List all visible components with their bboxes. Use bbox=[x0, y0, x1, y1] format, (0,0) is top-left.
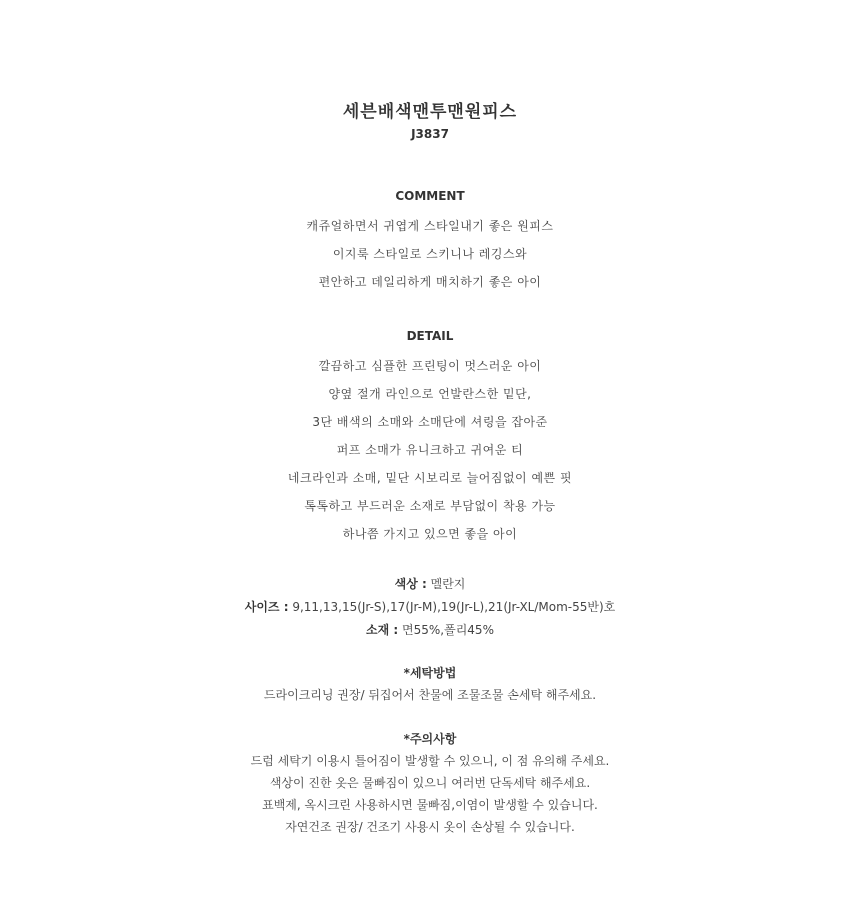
spec-color bbox=[0, 575, 860, 592]
spec-color-label: 색상 : bbox=[394, 577, 427, 591]
detail-heading: DETAIL bbox=[406, 329, 454, 343]
caution-line: 자연건조 권장/ 건조기 사용시 옷이 손상될 수 있습니다. bbox=[285, 820, 575, 834]
detail-line: 톡톡하고 부드러운 소재로 부담없이 착용 가능 bbox=[304, 499, 556, 513]
comment-heading: COMMENT bbox=[395, 189, 465, 203]
caution-line: 표백제, 옥시크린 사용하시면 물빠짐,이염이 발생할 수 있습니다. bbox=[262, 798, 598, 812]
detail-line: 네크라인과 소매, 밑단 시보리로 늘어짐없이 예쁜 핏 bbox=[287, 471, 573, 485]
comment-line: 캐쥬얼하면서 귀엽게 스타일내기 좋은 원피스 bbox=[306, 219, 554, 233]
spec-size bbox=[0, 598, 860, 615]
spec-size-label: 사이즈 : bbox=[244, 600, 289, 614]
caution-line: 드럼 세탁기 이용시 틀어짐이 발생할 수 있으니, 이 점 유의해 주세요. bbox=[250, 754, 610, 768]
product-title: 세븐배색맨투맨원피스 bbox=[342, 102, 518, 122]
washing-line: 드라이크리닝 권장/ 뒤집어서 찬물에 조물조물 손세탁 해주세요. bbox=[263, 688, 597, 702]
detail-line: 퍼프 소매가 유니크하고 귀여운 티 bbox=[336, 443, 524, 457]
spec-color-value: 멜란지 bbox=[430, 577, 466, 591]
comment-line: 편안하고 데일리하게 매치하기 좋은 아이 bbox=[318, 275, 542, 289]
spec-material-value: 면55%,폴리45% bbox=[402, 623, 494, 637]
spec-material bbox=[0, 621, 860, 638]
spec-size-value: 9,11,13,15(Jr-S),17(Jr-M),19(Jr-L),21(Jr-XL/Mom-55반)호 bbox=[292, 600, 616, 614]
washing-heading: *세탁방법 bbox=[403, 666, 457, 680]
product-code: J3837 bbox=[411, 127, 449, 141]
caution-line: 색상이 진한 옷은 물빠짐이 있으니 여러번 단독세탁 해주세요. bbox=[269, 776, 591, 790]
detail-line: 깔끔하고 심플한 프린팅이 멋스러운 아이 bbox=[318, 359, 542, 373]
detail-line: 3단 배색의 소매와 소매단에 셔링을 잡아준 bbox=[312, 415, 548, 429]
comment-line: 이지룩 스타일로 스키니나 레깅스와 bbox=[332, 247, 528, 261]
spec-material-label: 소재 : bbox=[366, 623, 399, 637]
detail-line: 하나쯤 가지고 있으면 좋을 아이 bbox=[342, 527, 518, 541]
detail-line: 양옆 절개 라인으로 언발란스한 밑단, bbox=[328, 387, 532, 401]
caution-heading: *주의사항 bbox=[403, 732, 457, 746]
